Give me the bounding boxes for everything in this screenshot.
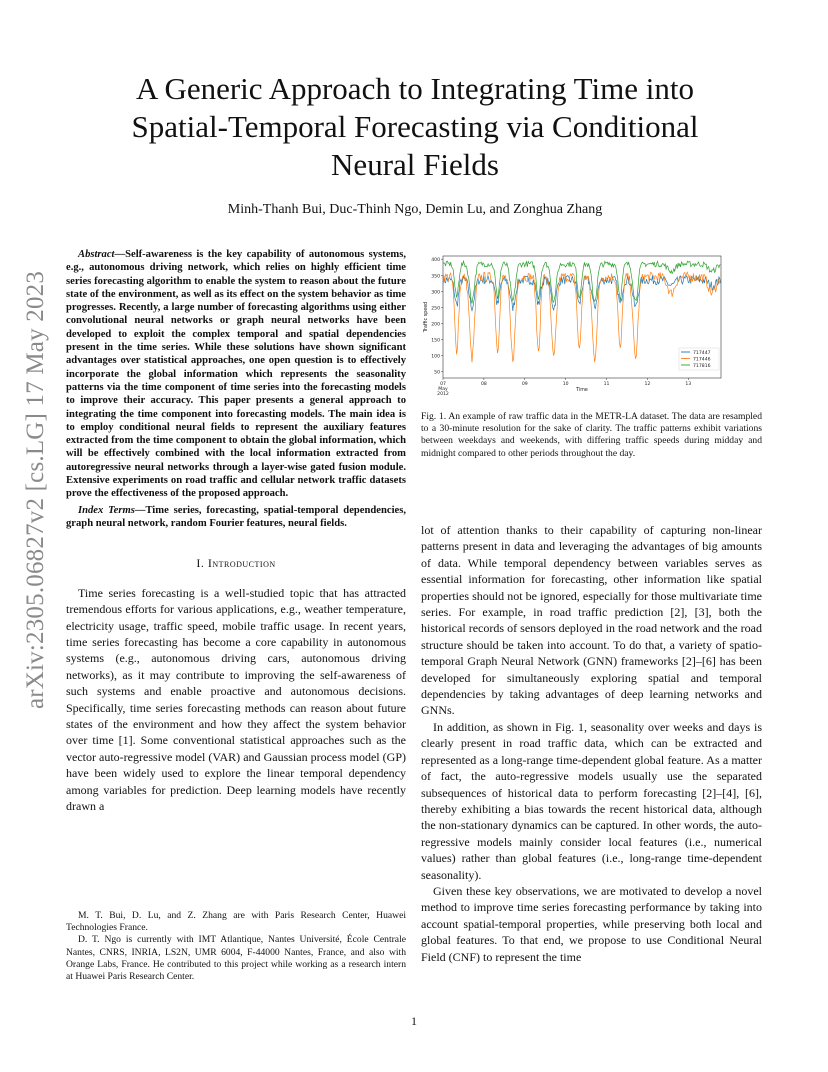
- section-heading-introduction: I. Introduction: [196, 556, 276, 571]
- legend-label: 717447: [693, 350, 711, 356]
- arxiv-watermark: [6, 270, 66, 710]
- footnote-1: M. T. Bui, D. Lu, and Z. Zhang are with Paris Research Center, Huawei Technologies France.: [66, 910, 406, 934]
- y-tick-label: 200: [431, 322, 440, 328]
- legend-label: 717446: [693, 357, 711, 363]
- y-tick-label: 400: [431, 258, 440, 264]
- x-tick-label: 11: [603, 382, 610, 387]
- y-tick-label: 50: [434, 370, 440, 376]
- traffic-line-chart: [421, 252, 737, 402]
- x-tick-label: 08: [480, 382, 487, 387]
- x-tick-label: 09: [521, 382, 528, 387]
- page-number: 1: [411, 1014, 417, 1028]
- y-tick-label: 150: [431, 338, 440, 344]
- x-tick-label: 13: [685, 382, 692, 387]
- right-paragraph-2: In addition, as shown in Fig. 1, seasonality over weeks and days is clearly present in road traffic data, which can be extracted and represented as a long-range time-dependent global feature. As a matter of fact, the auto-regressive models usually use the separated subsequences of historical data to perform forecasting [2]–[4], [6], thereby exhibiting a bias towards the recent historical data, although the non-stationary dynamics can be captured. In other words, the auto-regressive models mainly consider local features (i.e., numerical values) rather than global features (i.e., long-range time-dependent seasonality).: [421, 719, 762, 882]
- abstract-label: Abstract: [78, 249, 115, 260]
- y-axis-label: Traffic speed: [424, 301, 429, 333]
- index-terms: [66, 504, 406, 531]
- y-tick-label: 250: [431, 306, 440, 312]
- right-paragraph-3: Given these key observations, we are motivated to develop a novel method to improve time series forecasting performance by taking into account spatial-temporal properties, while preserving both local and global features. To that end, we propose to use Conditional Neural Field (CNF) to represent the time: [421, 883, 762, 964]
- abstract-text: —Self-awareness is the key capability of autonomous systems, e.g., autonomous driving network, which relies on highly efficient time series forecasting algorithm to enable the system to reason about the future state of the environment, as well as its effect on the system behavior as time progresses. Recently, a large number of forecasting algorithms using either convolutional neural networks or graph neural networks have been developed to exploit the complex temporal and spatial dependencies present in the time series. While these solutions have shown significant advantages over statistical approaches, one open question is to effectively incorporate the global information which represents the seasonality patterns via the time component of time series into the forecasting models to improve their accuracy. This paper presents a general approach to integrating the time component into forecasting models. The main idea is to employ conditional neural fields to represent the auxiliary features extracted from the time component to obtain the global information, which will be effectively combined with the local information extracted from autoregressive neural networks through a layer-wise gated fusion module. Extensive experiments on road traffic and cellular network traffic datasets prove the effectiveness of the proposed approach.: [66, 249, 406, 500]
- index-terms-text: —Time series, forecasting, spatial-temporal dependencies, graph neural network, random Fourier features, neural fields.: [66, 504, 406, 529]
- footnotes: [66, 910, 406, 983]
- x-axis-label: Time: [576, 388, 588, 393]
- index-terms-label: Index Terms: [78, 504, 135, 516]
- x-tick-label: May: [438, 387, 448, 392]
- figure-1-caption: Fig. 1. An example of raw traffic data in the METR-LA dataset. The data are resampled to a 30-minute resolution for the sake of clarity. The traffic patterns exhibit variations between weekdays and weekends, with differing traffic speeds during midday and midnight compared to other periods throughout the day.: [421, 411, 762, 459]
- right-paragraph-1: lot of attention thanks to their capability of capturing non-linear patterns present in data and leveraging the advantages of big amounts of data. While temporal dependency between variables serves as essential information for forecasting, other information like spatial properties should not be ignored, especially for those multivariate time series. For example, in road traffic prediction [2], [3], both the historical records of sensors deployed in the road network and the road structure should be taken into account. To do that, a variety of spatio-temporal Graph Neural Network (GNN) frameworks [2]–[6] has been developed for simultaneously exploring spatial and temporal dependencies by taking advantages of deep learning networks and GNNs.: [421, 523, 762, 718]
- y-tick-label: 100: [431, 354, 440, 360]
- x-tick-label: 12: [644, 382, 651, 387]
- right-column: [421, 522, 762, 965]
- authors: Minh-Thanh Bui, Duc-Thinh Ngo, Demin Lu, and Zonghua Zhang: [227, 202, 603, 217]
- intro-paragraph-1: Time series forecasting is a well-studied topic that has attracted tremendous efforts for various applications, e.g., weather temperature, electricity usage, traffic speed, mobile traffic usage. In recent years, time series forecasting has become a core capability in autonomous systems (e.g., autonomous driving cars, autonomous driving networks), as it may contribute to improving the self-awareness of such systems and enable proactive and autonomous decisions. Specifically, time series forecasting methods can reason about future states of the environment and how they affect the system behavior over time [1]. Some conventional statistical approaches such as the vector auto-regressive model (VAR) and Gaussian process model (GP) have been widely used to explore the linear temporal dependency among variables for prediction. Deep learning models have recently drawn a: [66, 585, 406, 814]
- legend-label: 717816: [693, 363, 711, 369]
- figure-1: [421, 252, 737, 402]
- footnote-2: D. T. Ngo is currently with IMT Atlantique, Nantes Université, École Centrale Nantes, CNRS, INRIA, LS2N, UMR 6004, F-44000 Nantes, France, and also with Orange Labs, France. He contributed to this project while working as a research intern at Huawei Paris Research Center.: [66, 934, 406, 983]
- abstract: [66, 248, 406, 501]
- left-column: [66, 248, 406, 815]
- y-tick-label: 350: [431, 274, 440, 280]
- paper-title: A Generic Approach to Integrating Time into Spatial-Temporal Forecasting via Conditional Neural Fields: [131, 71, 699, 182]
- x-tick-label: 10: [562, 382, 569, 387]
- arxiv-id: arXiv:2305.06827v2 [cs.LG] 17 May 2023: [22, 270, 49, 710]
- y-tick-label: 300: [431, 290, 440, 296]
- x-tick-label: 2012: [437, 392, 449, 397]
- x-tick-label: 07: [440, 382, 446, 387]
